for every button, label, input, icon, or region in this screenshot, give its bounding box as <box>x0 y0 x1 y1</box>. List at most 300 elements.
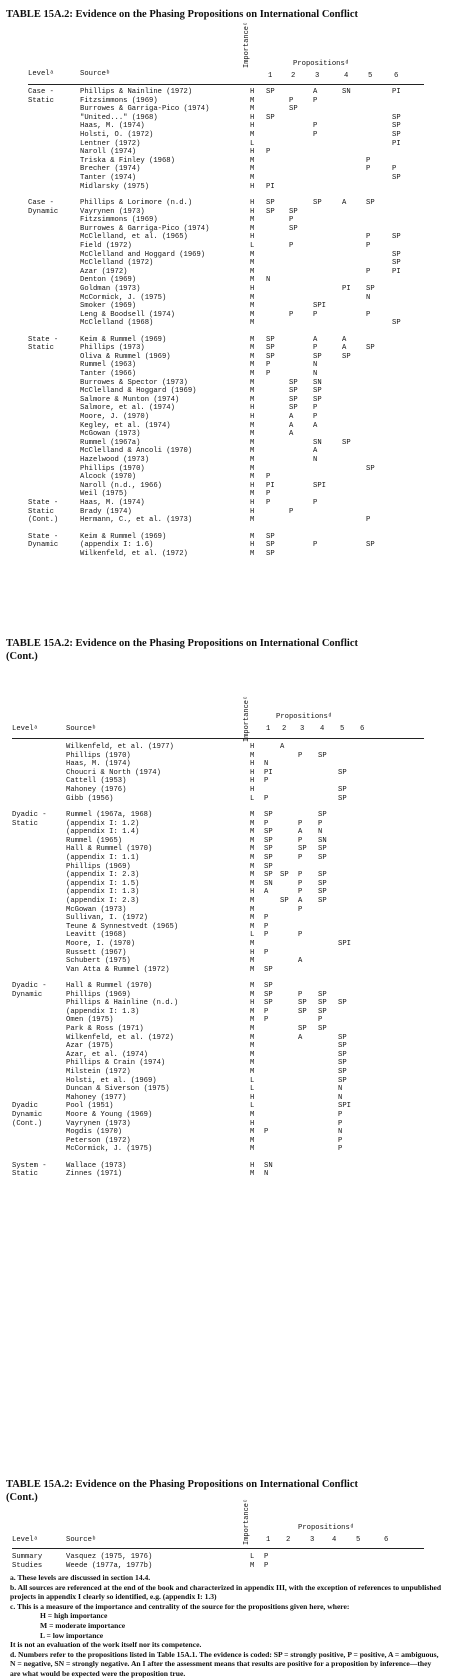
proposition-3-cell: P <box>298 751 303 760</box>
proposition-1-cell: SP <box>264 999 273 1008</box>
table-row <box>0 966 450 974</box>
table-row <box>0 447 450 455</box>
proposition-3-cell: P <box>298 888 303 897</box>
proposition-number-3: 3 <box>315 72 320 80</box>
proposition-3-cell: SP <box>313 387 322 396</box>
importance-cell: M <box>250 1111 255 1120</box>
proposition-5-cell: SP <box>338 999 347 1008</box>
importance-cell: H <box>250 948 255 957</box>
proposition-3-cell: P <box>313 131 318 139</box>
table-row <box>0 233 450 241</box>
proposition-6-cell: SP <box>392 131 401 139</box>
table-row <box>0 811 450 819</box>
table-title-cont: TABLE 15A.2: Evidence on the Phasing Propositions on International Conflict <box>6 1479 358 1490</box>
level-cell: Dynamic <box>12 990 43 999</box>
importance-cell: L <box>250 931 255 940</box>
level-cell: (Cont.) <box>12 1119 43 1128</box>
table-row <box>0 845 450 853</box>
proposition-3-cell: A <box>298 896 303 905</box>
proposition-4-cell: PI <box>342 284 351 293</box>
level-cell: Summary <box>12 1553 43 1561</box>
source-cell: Duncan & Siverson (1975) <box>66 1085 170 1094</box>
table-row <box>0 165 450 173</box>
table-row <box>0 285 450 293</box>
table-row <box>0 370 450 378</box>
source-cell: Mahoney (1977) <box>66 1093 127 1102</box>
source-cell: (appendix I: 1.1) <box>66 853 140 862</box>
table-row <box>0 777 450 785</box>
source-cell: Sullivan, I. (1972) <box>66 914 148 923</box>
importance-cell: M <box>250 165 255 174</box>
source-cell: Rummel (1963) <box>80 361 137 370</box>
table-row <box>0 914 450 922</box>
importance-cell: M <box>250 310 255 319</box>
proposition-1-cell: PI <box>264 768 273 777</box>
importance-cell: H <box>250 888 255 897</box>
proposition-1-cell: A <box>264 888 269 897</box>
proposition-6-cell: PI <box>392 267 401 276</box>
importance-cell: M <box>250 438 255 447</box>
proposition-2-cell: SP <box>289 378 298 387</box>
level-cell: Static <box>28 507 54 516</box>
source-cell: Zinnes (1971) <box>66 1170 123 1179</box>
importance-cell: M <box>250 1050 255 1059</box>
table-row <box>0 871 450 879</box>
importance-cell: H <box>250 404 255 413</box>
proposition-1-cell: P <box>264 1553 269 1561</box>
proposition-1-cell: SP <box>266 549 275 558</box>
table-row <box>0 1085 450 1093</box>
importance-header: Importanceᶜ <box>243 1498 251 1545</box>
importance-cell: M <box>250 810 255 819</box>
source-cell: Haas, M. (1974) <box>66 760 131 769</box>
importance-cell: H <box>250 777 255 786</box>
table-row <box>0 1051 450 1059</box>
importance-cell: H <box>250 541 255 550</box>
table-row <box>0 302 450 310</box>
importance-cell: L <box>250 1553 255 1561</box>
table-row <box>0 863 450 871</box>
proposition-3-cell: P <box>313 310 318 319</box>
source-cell: Cattell (1953) <box>66 777 127 786</box>
table-row <box>0 516 450 524</box>
importance-cell: M <box>250 259 255 268</box>
table-row <box>0 1170 450 1178</box>
table-row <box>0 439 450 447</box>
level-cell: Dyadic - <box>12 810 47 819</box>
table-row <box>0 957 450 965</box>
importance-cell: M <box>250 853 255 862</box>
proposition-5-cell: SPI <box>338 939 351 948</box>
table-row <box>0 541 450 549</box>
proposition-1-cell: SP <box>266 198 275 207</box>
importance-cell: M <box>250 1561 255 1570</box>
source-cell: McClelland & Hoggard (1969) <box>80 387 197 396</box>
proposition-3-cell: P <box>298 853 303 862</box>
level-cell: Case - <box>28 198 54 207</box>
proposition-number-6: 6 <box>360 725 365 733</box>
proposition-2-cell: A <box>280 743 285 751</box>
source-cell: Vayrynen (1973) <box>66 1119 131 1128</box>
proposition-1-cell: SP <box>264 862 273 871</box>
source-cell: McClelland (1972) <box>80 259 154 268</box>
proposition-1-cell: P <box>264 1128 269 1137</box>
proposition-3-cell: P <box>313 404 318 413</box>
table-row <box>0 251 450 259</box>
proposition-number-6: 6 <box>394 72 399 80</box>
proposition-number-4: 4 <box>332 1536 337 1544</box>
table-row <box>0 982 450 990</box>
table-row <box>0 760 450 768</box>
proposition-3-cell: SN <box>313 378 322 387</box>
proposition-5-cell: SP <box>366 541 375 550</box>
source-cell: Keim & Rummel (1969) <box>80 335 167 344</box>
proposition-5-cell: N <box>366 293 371 302</box>
proposition-3-cell: SP <box>298 1007 307 1016</box>
importance-cell: M <box>250 421 255 430</box>
proposition-2-cell: SP <box>289 404 298 413</box>
source-cell: Van Atta & Rummel (1972) <box>66 965 170 974</box>
proposition-3-cell: A <box>313 447 318 456</box>
table-row <box>0 456 450 464</box>
importance-cell: M <box>250 216 255 225</box>
level-cell: Static <box>28 344 54 353</box>
table-row <box>0 157 450 165</box>
source-cell: Schubert (1975) <box>66 957 131 966</box>
importance-cell: M <box>250 395 255 404</box>
importance-cell: H <box>250 284 255 293</box>
table-row <box>0 465 450 473</box>
table-row <box>0 361 450 369</box>
importance-cell: M <box>250 1042 255 1051</box>
source-cell: (appendix I: 1.6) <box>80 541 154 550</box>
importance-cell: H <box>250 88 255 96</box>
proposition-number-5: 5 <box>356 1536 361 1544</box>
source-cell: Oliva & Rummel (1969) <box>80 352 171 361</box>
source-cell: Field (1972) <box>80 241 132 250</box>
table-row <box>0 743 450 751</box>
importance-cell: H <box>250 481 255 490</box>
table-row <box>0 1059 450 1067</box>
table-row <box>0 508 450 516</box>
importance-cell: M <box>250 922 255 931</box>
footnotes <box>10 1573 442 1679</box>
source-cell: Milstein (1972) <box>66 1068 131 1077</box>
source-cell: Tanter (1966) <box>80 370 137 379</box>
table-row <box>0 268 450 276</box>
importance-cell: M <box>250 490 255 499</box>
table-row <box>0 949 450 957</box>
source-cell: Teune & Synnestvedt (1965) <box>66 922 179 931</box>
proposition-number-6: 6 <box>384 1536 389 1544</box>
proposition-5-cell: N <box>338 1093 343 1102</box>
proposition-1-cell: SP <box>266 532 275 541</box>
table-row <box>0 396 450 404</box>
table-row <box>0 105 450 113</box>
proposition-2-cell: A <box>289 421 294 430</box>
proposition-1-cell: SP <box>264 845 273 854</box>
table-row <box>0 1025 450 1033</box>
proposition-1-cell: SP <box>264 965 273 974</box>
importance-cell: M <box>250 990 255 999</box>
source-cell: Kegley, et al. (1974) <box>80 421 171 430</box>
proposition-2-cell: SP <box>289 387 298 396</box>
importance-cell: L <box>250 1085 255 1094</box>
level-cell: State - <box>28 532 59 541</box>
proposition-1-cell: SP <box>266 352 275 361</box>
table-row <box>0 422 450 430</box>
importance-cell: M <box>250 862 255 871</box>
importance-cell: M <box>250 224 255 233</box>
table-row <box>0 550 450 558</box>
table-row <box>0 786 450 794</box>
proposition-2-cell: SP <box>289 207 298 216</box>
proposition-1-cell: P <box>266 473 271 482</box>
table-row <box>0 1120 450 1128</box>
proposition-3-cell: A <box>298 1033 303 1042</box>
footnote-line: d. Numbers refer to the propositions listed in Table 15A.1. The evidence is coded: SP = strongly positive, P = positive, A = ambiguous, N = negative, SN = strongly negative. An I after the assessment means that results are positive for a proposition by inference—they are what would be expected were the proposition true. <box>10 1649 439 1678</box>
proposition-1-cell: P <box>266 361 271 370</box>
table-row <box>0 199 450 207</box>
footnote-line: b. All sources are referenced at the end of the book and characterized in appendix III, with the exception of references to unpublished projects in appendix I clearly so identified, e.g. (appendix I: 1.3) <box>10 1582 442 1602</box>
proposition-4-cell: SN <box>318 836 327 845</box>
header-rule <box>12 738 424 739</box>
importance-cell: M <box>250 250 255 259</box>
proposition-5-cell: P <box>338 1145 343 1154</box>
table-row <box>0 1128 450 1136</box>
proposition-4-cell: SP <box>318 1007 327 1016</box>
table-row <box>0 1016 450 1024</box>
importance-cell: M <box>250 939 255 948</box>
proposition-3-cell: P <box>298 931 303 940</box>
proposition-3-cell: N <box>313 456 318 465</box>
importance-cell: M <box>250 302 255 311</box>
level-header: Levelᵃ <box>28 70 54 78</box>
importance-cell: H <box>250 182 255 191</box>
table-row <box>0 888 450 896</box>
source-cell: Park & Ross (1971) <box>66 1025 144 1034</box>
proposition-5-cell: P <box>366 233 371 242</box>
source-cell: Burrowes & Spector (1973) <box>80 378 188 387</box>
proposition-3-cell: SPI <box>313 481 326 490</box>
proposition-3-cell: P <box>298 990 303 999</box>
table-row <box>0 319 450 327</box>
importance-cell: M <box>250 1059 255 1068</box>
proposition-numbers <box>0 72 450 81</box>
proposition-4-cell: N <box>318 828 323 837</box>
source-cell: Phillips (1969) <box>66 862 131 871</box>
table-row <box>0 225 450 233</box>
level-cell: (Cont.) <box>28 516 59 525</box>
header-rule <box>12 1548 424 1549</box>
importance-cell: H <box>250 207 255 216</box>
table-row <box>0 1553 450 1561</box>
table-title-cont: TABLE 15A.2: Evidence on the Phasing Propositions on International Conflict <box>6 638 358 649</box>
importance-cell: M <box>250 1170 255 1179</box>
proposition-3-cell: P <box>298 905 303 914</box>
source-cell: Phillips (1970) <box>66 751 131 760</box>
source-cell: (appendix I: 1.4) <box>66 828 140 837</box>
proposition-3-cell: SN <box>313 438 322 447</box>
proposition-1-cell: SP <box>264 871 273 880</box>
table-row <box>0 413 450 421</box>
importance-header: Importanceᶜ <box>243 21 251 68</box>
importance-cell: H <box>250 760 255 769</box>
proposition-3-cell: P <box>313 96 318 105</box>
proposition-4-cell: SP <box>318 853 327 862</box>
proposition-6-cell: SP <box>392 319 401 328</box>
level-cell: State - <box>28 335 59 344</box>
importance-cell: M <box>250 845 255 854</box>
source-cell: Smoker (1969) <box>80 302 137 311</box>
importance-cell: M <box>250 105 255 114</box>
source-cell: Burrowes & Garriga-Pico (1974) <box>80 105 210 114</box>
table-row <box>0 430 450 438</box>
table-row <box>0 1137 450 1145</box>
level-header: Levelᵃ <box>12 725 38 733</box>
proposition-3-cell: A <box>313 88 318 96</box>
proposition-2-cell: SP <box>280 871 289 880</box>
table-row <box>0 242 450 250</box>
source-cell: Lentner (1972) <box>80 139 141 148</box>
proposition-5-cell: P <box>338 1111 343 1120</box>
proposition-4-cell: SP <box>318 1025 327 1034</box>
source-cell: Holsti, O. (1972) <box>80 131 154 139</box>
importance-cell: M <box>250 905 255 914</box>
proposition-1-cell: SP <box>266 335 275 344</box>
importance-cell: M <box>250 464 255 473</box>
source-cell: McClelland, et al. (1965) <box>80 233 188 242</box>
proposition-1-cell: P <box>264 777 269 786</box>
source-cell: Peterson (1972) <box>66 1136 131 1145</box>
table-row <box>0 837 450 845</box>
importance-cell: H <box>250 786 255 794</box>
importance-cell: H <box>250 743 255 751</box>
importance-cell: M <box>250 1128 255 1137</box>
proposition-3-cell: SP <box>298 1025 307 1034</box>
importance-cell: M <box>250 819 255 828</box>
proposition-5-cell: SP <box>366 464 375 473</box>
importance-cell: M <box>250 387 255 396</box>
importance-header: Importanceᶜ <box>243 695 251 742</box>
proposition-5-cell: SP <box>366 198 375 207</box>
source-cell: Goldman (1973) <box>80 284 141 293</box>
table-title: TABLE 15A.2: Evidence on the Phasing Propositions on International Conflict <box>6 9 358 20</box>
proposition-1-cell: SP <box>266 344 275 353</box>
footnote-line: L = low importance <box>40 1630 104 1640</box>
proposition-5-cell: P <box>366 165 371 174</box>
source-cell: Denton (1969) <box>80 276 137 285</box>
importance-cell: L <box>250 794 255 803</box>
proposition-6-cell: SP <box>392 122 401 131</box>
source-cell: Mogdis (1970) <box>66 1128 123 1137</box>
level-cell: Static <box>12 1170 38 1179</box>
importance-cell: M <box>250 156 255 165</box>
level-cell: Studies <box>12 1561 43 1570</box>
table-title-cont-label: (Cont.) <box>6 651 38 662</box>
importance-cell: M <box>250 361 255 370</box>
proposition-4-cell: SP <box>342 438 351 447</box>
table-row <box>0 999 450 1007</box>
proposition-2-cell: SP <box>289 395 298 404</box>
importance-cell: H <box>250 768 255 777</box>
proposition-3-cell: N <box>313 370 318 379</box>
source-cell: McClelland (1968) <box>80 319 154 328</box>
source-cell: Phillips (1973) <box>80 344 145 353</box>
proposition-1-cell: P <box>266 490 271 499</box>
table-row <box>0 1068 450 1076</box>
proposition-1-cell: SP <box>266 88 275 96</box>
proposition-1-cell: P <box>264 922 269 931</box>
proposition-number-2: 2 <box>282 725 287 733</box>
footnote-line: c. This is a measure of the importance and centrality of the source for the propositions given here, where: <box>10 1601 350 1611</box>
source-cell: Triska & Finley (1968) <box>80 156 175 165</box>
source-cell: Wilkenfeld, et al. (1972) <box>80 549 188 558</box>
proposition-4-cell: SP <box>318 879 327 888</box>
source-cell: Brecher (1974) <box>80 165 141 174</box>
proposition-1-cell: SP <box>264 853 273 862</box>
source-cell: (appendix I: 1.2) <box>66 819 140 828</box>
proposition-4-cell: SP <box>342 352 351 361</box>
table-row <box>0 208 450 216</box>
source-cell: Phillips & Hainline (n.d.) <box>66 999 179 1008</box>
proposition-3-cell: A <box>298 828 303 837</box>
proposition-1-cell: SP <box>266 541 275 550</box>
table-row <box>0 344 450 352</box>
proposition-6-cell: SP <box>392 250 401 259</box>
importance-cell: M <box>250 293 255 302</box>
level-cell: Static <box>28 96 54 105</box>
proposition-3-cell: SP <box>298 999 307 1008</box>
proposition-1-cell: P <box>266 499 271 508</box>
source-cell: Salmore & Munton (1974) <box>80 395 180 404</box>
proposition-number-4: 4 <box>320 725 325 733</box>
proposition-1-cell: P <box>264 819 269 828</box>
source-cell: Rummel (1967a) <box>80 438 141 447</box>
table-row <box>0 533 450 541</box>
table-row <box>0 122 450 130</box>
source-cell: Vayrynen (1973) <box>80 207 145 216</box>
proposition-number-1: 1 <box>266 725 271 733</box>
importance-cell: M <box>250 836 255 845</box>
table-row <box>0 259 450 267</box>
proposition-1-cell: SN <box>264 879 273 888</box>
proposition-5-cell: SP <box>338 1050 347 1059</box>
proposition-4-cell: SP <box>318 990 327 999</box>
proposition-1-cell: SP <box>264 810 273 819</box>
importance-cell: L <box>250 1102 255 1111</box>
source-cell: Vasquez (1975, 1976) <box>66 1553 153 1561</box>
proposition-3-cell: SP <box>313 352 322 361</box>
table-row <box>0 482 450 490</box>
proposition-2-cell: SP <box>289 105 298 114</box>
footnote-line: M = moderate importance <box>40 1620 126 1630</box>
proposition-5-cell: SP <box>366 284 375 293</box>
table-row <box>0 216 450 224</box>
source-cell: Leng & Boodsell (1974) <box>80 310 175 319</box>
table-row <box>0 931 450 939</box>
table-row <box>0 880 450 888</box>
proposition-4-cell: SP <box>318 888 327 897</box>
importance-cell: H <box>250 1119 255 1128</box>
table-row <box>0 752 450 760</box>
table-row <box>0 906 450 914</box>
level-cell: Case - <box>28 88 54 96</box>
proposition-1-cell: P <box>264 948 269 957</box>
source-cell: Fitzsimmons (1969) <box>80 96 158 105</box>
proposition-2-cell: P <box>289 216 294 225</box>
source-cell: Hazelwood (1973) <box>80 456 150 465</box>
